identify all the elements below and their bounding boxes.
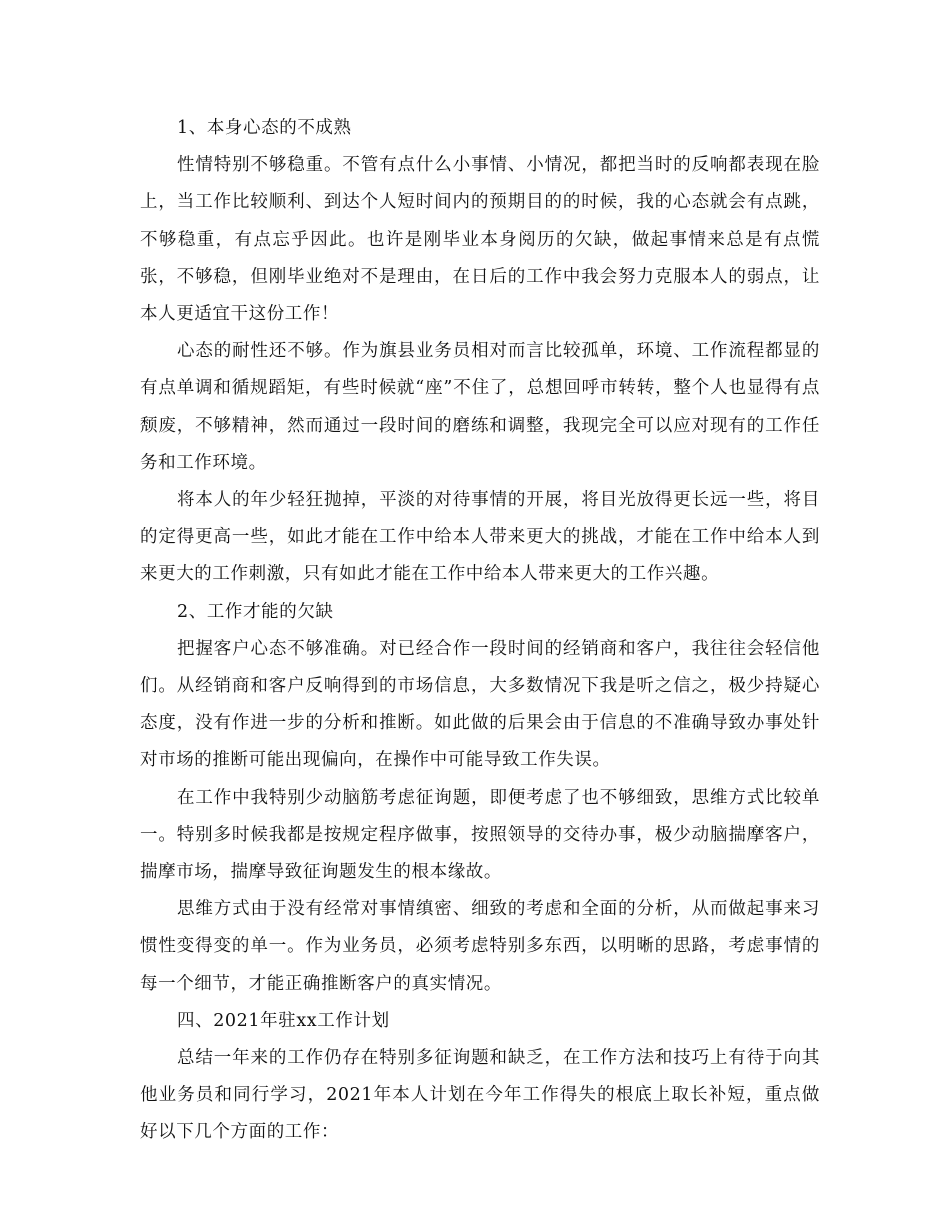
paragraph-thinking: 在工作中我特别少动脑筋考虑征询题，即便考虑了也不够细致，思维方式比较单一。特别多时候我都是按规定程序做事，按照领导的交待办事，极少动脑揣摩客户，揣摩市场，揣摩导致征询题发生的根本缘故。 (140, 787, 820, 883)
section-heading-1: 1、本身心态的不成熟 (177, 118, 352, 138)
document-body (140, 110, 820, 1152)
paragraph-patience: 心态的耐性还不够。作为旗县业务员相对而言比较孤单，环境、工作流程都显的有点单调和循规蹈矩，有些时候就“座”不住了，总想回呼市转转，整个人也显得有点颓废，不够精神，然而通过一段时间的磨练和调整，我现完全可以应对现有的工作任务和工作环境。 (140, 341, 820, 473)
section-heading-2: 2、工作才能的欠缺 (177, 601, 334, 622)
paragraph-goals: 将本人的年少轻狂抛掉，平淡的对待事情的开展，将目光放得更长远一些，将目的定得更高一些，如此才能在工作中给本人带来更大的挑战，才能在工作中给本人到来更大的工作刺激，只有如此才能在工作中给本人带来更大的工作兴趣。 (140, 490, 820, 585)
paragraph-thinking-style: 思维方式由于没有经常对事情缜密、细致的考虑和全面的分析，从而做起事来习惯性变得变的单一。作为业务员，必须考虑特别多东西，以明晰的思路，考虑事情的每一个细节，才能正确推断客户的真实情况。 (140, 899, 820, 994)
paragraph-temperament: 性情特别不够稳重。不管有点什么小事情、小情况，都把当时的反响都表现在脸上，当工作比较顺利、到达个人短时间内的预期目的的时候，我的心态就会有点跳，不够稳重，有点忘乎因此。也许是刚毕业本身阅历的欠缺，做起事情来总是有点慌张，不够稳，但刚毕业绝对不是理由，在日后的工作中我会努力克服本人的弱点，让本人更适宜干这份工作！ (140, 155, 820, 325)
paragraph-customer-mindset: 把握客户心态不够准确。对已经合作一段时间的经销商和客户，我往往会轻信他们。从经销商和客户反响得到的市场信息，大多数情况下我是听之信之，极少持疑心态度，没有作进一步的分析和推断。如此做的后果会由于信息的不准确导致办事处针对市场的推断可能出现偏向，在操作中可能导致工作失误。 (140, 638, 820, 771)
section-heading-plan: 四、2021年驻xx工作计划 (177, 1010, 390, 1031)
paragraph-plan-summary: 总结一年来的工作仍存在特别多征询题和缺乏，在工作方法和技巧上有待于向其他业务员和同行学习，2021年本人计划在今年工作得失的根底上取长补短，重点做好以下几个方面的工作： (140, 1048, 820, 1143)
